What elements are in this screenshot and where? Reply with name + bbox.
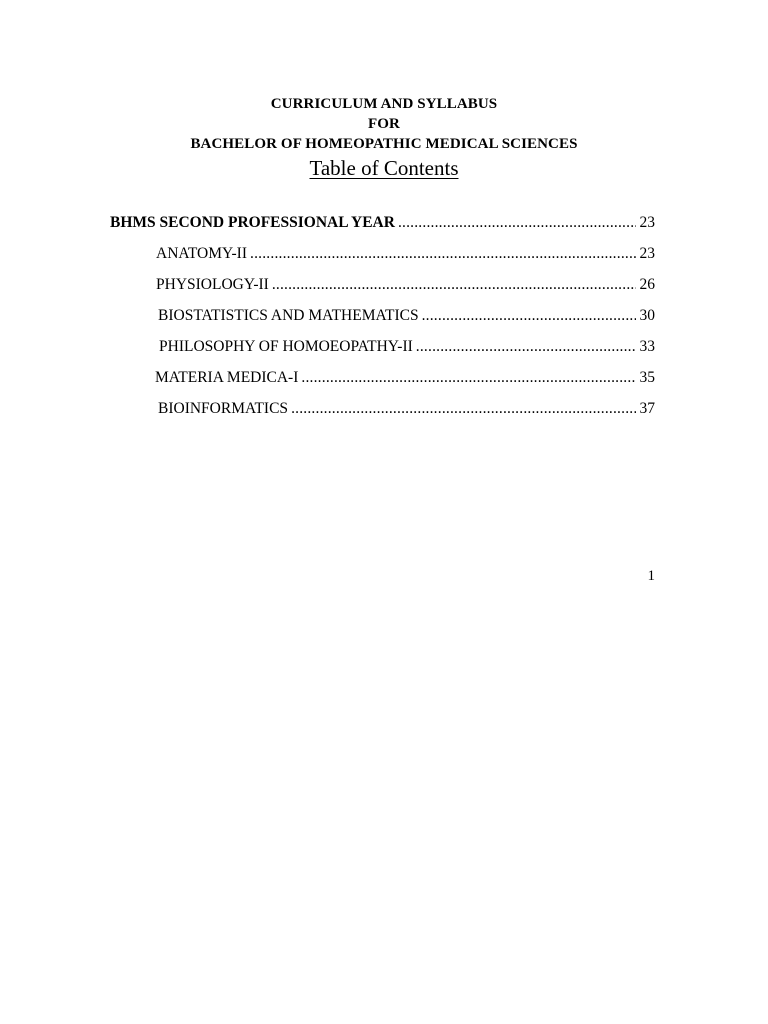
toc-title: Table of Contents [309,156,459,180]
toc-entry-label: PHYSIOLOGY-II [156,276,269,293]
toc-dot-leader [398,212,636,234]
toc-entry-label: BIOSTATISTICS AND MATHEMATICS [158,307,419,324]
toc-entry-label: ANATOMY-II [156,245,247,262]
toc-dot-leader [422,305,636,327]
toc-entry-philosophy-of-homoeopathy-ii[interactable] [159,336,655,358]
toc-dot-leader [250,243,636,265]
toc-entry-label: BIOINFORMATICS [158,400,289,417]
page-number: 1 [647,568,655,584]
toc-entry-bioinformatics[interactable] [158,398,655,420]
toc-dot-leader [416,336,636,358]
toc-entry-label: BHMS SECOND PROFESSIONAL YEAR [110,214,395,231]
toc-entry-materia-medica-i[interactable] [155,367,655,389]
toc-entry-anatomy-ii[interactable] [156,243,655,265]
toc-entry-bhms-second-professional-year[interactable] [110,212,655,234]
toc-entry-page: 23 [639,214,655,231]
document-heading-line-2: FOR [368,116,400,132]
toc-entry-physiology-ii[interactable] [156,274,655,296]
document-heading-line-3: BACHELOR OF HOMEOPATHIC MEDICAL SCIENCES [190,136,578,152]
toc-entry-page: 33 [639,338,655,355]
toc-entry-page: 35 [639,369,655,386]
toc-entry-label: MATERIA MEDICA-I [155,369,299,386]
toc-dot-leader [272,274,636,296]
toc-entry-label: PHILOSOPHY OF HOMOEOPATHY-II [159,338,413,355]
toc-entry-page: 23 [639,245,655,262]
toc-entry-page: 37 [639,400,655,417]
toc-entry-biostatistics-and-mathematics[interactable] [158,305,655,327]
document-heading-line-1: CURRICULUM AND SYLLABUS [270,96,498,112]
toc-entry-page: 26 [639,276,655,293]
toc-entry-page: 30 [639,307,655,324]
toc-dot-leader [291,398,635,420]
toc-dot-leader [301,367,635,389]
